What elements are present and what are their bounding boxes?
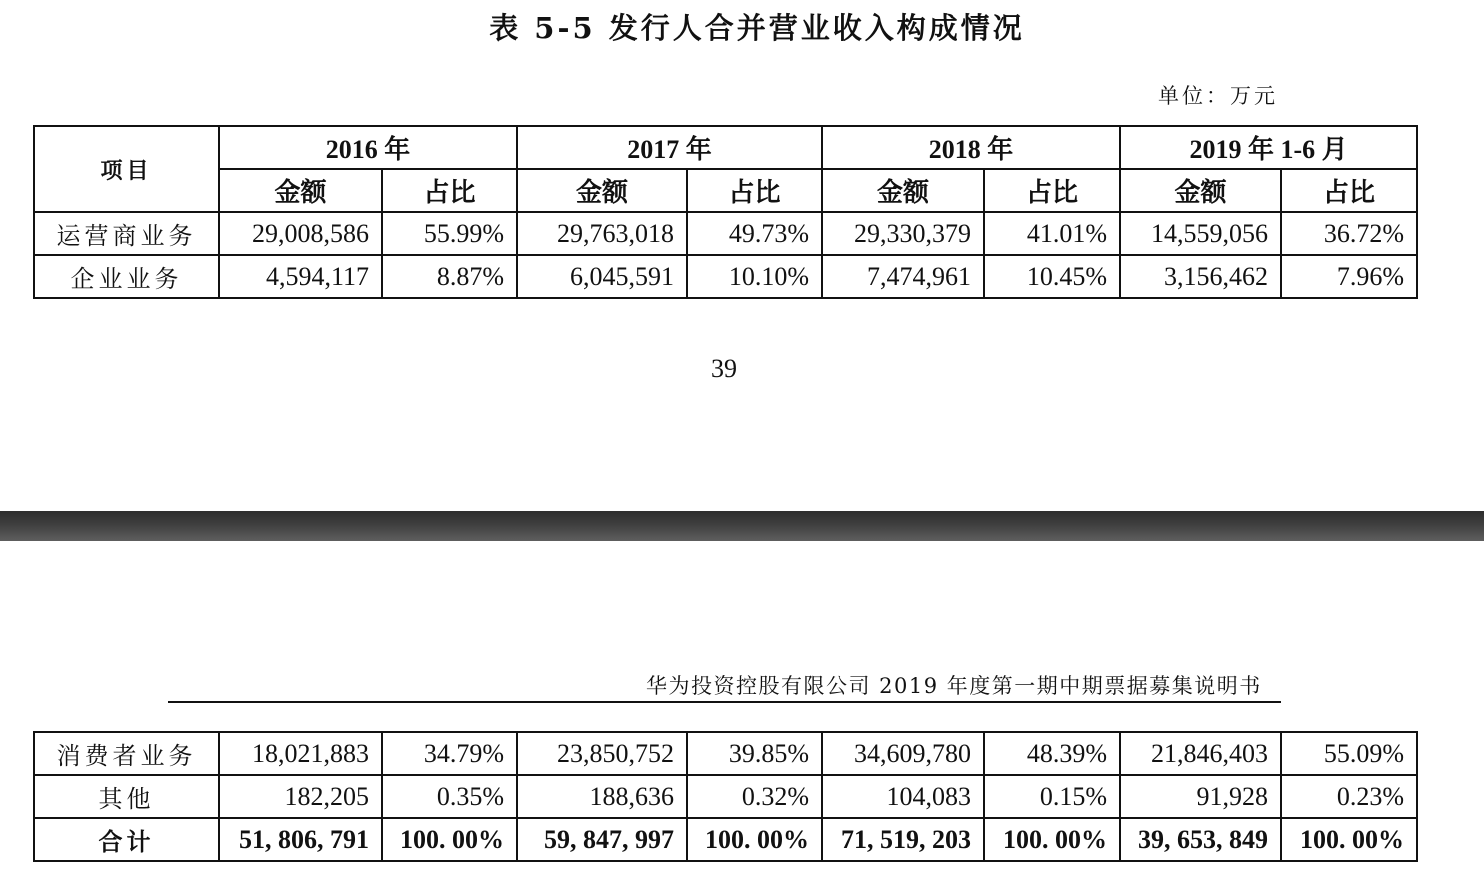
unit-label: 单位：万元	[1158, 84, 1278, 108]
page-separator	[0, 511, 1484, 541]
revenue-table-top	[33, 125, 1418, 299]
row-label: 合计	[34, 818, 219, 861]
amount-cell: 29,763,018	[517, 212, 687, 255]
ratio-cell: 7.96%	[1281, 255, 1417, 298]
amount-cell: 29,008,586	[219, 212, 382, 255]
ratio-cell: 100. 00%	[984, 818, 1120, 861]
item-header: 项目	[34, 126, 219, 212]
header-rule	[168, 701, 1281, 703]
amount-header: 金额	[219, 169, 382, 212]
amount-cell: 59, 847, 997	[517, 818, 687, 861]
ratio-cell: 0.23%	[1281, 775, 1417, 818]
ratio-cell: 8.87%	[382, 255, 517, 298]
amount-header: 金额	[822, 169, 984, 212]
table-row	[34, 255, 1417, 298]
row-label: 消费者业务	[34, 732, 219, 775]
period-header: 2017 年	[517, 126, 822, 169]
amount-cell: 104,083	[822, 775, 984, 818]
amount-cell: 18,021,883	[219, 732, 382, 775]
ratio-cell: 39.85%	[687, 732, 822, 775]
revenue-table-bottom	[33, 731, 1418, 862]
amount-cell: 3,156,462	[1120, 255, 1281, 298]
amount-cell: 23,850,752	[517, 732, 687, 775]
row-label: 企业业务	[34, 255, 219, 298]
table-row	[34, 775, 1417, 818]
ratio-cell: 36.72%	[1281, 212, 1417, 255]
ratio-cell: 41.01%	[984, 212, 1120, 255]
ratio-header: 占比	[687, 169, 822, 212]
amount-cell: 71, 519, 203	[822, 818, 984, 861]
ratio-header: 占比	[1281, 169, 1417, 212]
ratio-cell: 100. 00%	[687, 818, 822, 861]
period-header: 2018 年	[822, 126, 1120, 169]
table-row	[34, 732, 1417, 775]
table-body-top	[34, 212, 1417, 298]
amount-cell: 6,045,591	[517, 255, 687, 298]
header-row-periods	[34, 126, 1417, 169]
row-label: 其他	[34, 775, 219, 818]
ratio-cell: 48.39%	[984, 732, 1120, 775]
row-label: 运营商业务	[34, 212, 219, 255]
amount-cell: 39, 653, 849	[1120, 818, 1281, 861]
ratio-cell: 0.15%	[984, 775, 1120, 818]
amount-cell: 182,205	[219, 775, 382, 818]
ratio-header: 占比	[984, 169, 1120, 212]
amount-cell: 7,474,961	[822, 255, 984, 298]
amount-cell: 29,330,379	[822, 212, 984, 255]
amount-cell: 21,846,403	[1120, 732, 1281, 775]
ratio-cell: 34.79%	[382, 732, 517, 775]
ratio-header: 占比	[382, 169, 517, 212]
ratio-cell: 0.32%	[687, 775, 822, 818]
amount-header: 金额	[517, 169, 687, 212]
amount-cell: 14,559,056	[1120, 212, 1281, 255]
ratio-cell: 0.35%	[382, 775, 517, 818]
amount-cell: 34,609,780	[822, 732, 984, 775]
table-title: 表 5-5 发行人合并营业收入构成情况	[489, 11, 1025, 45]
amount-cell: 51, 806, 791	[219, 818, 382, 861]
amount-header: 金额	[1120, 169, 1281, 212]
period-header: 2019 年 1-6 月	[1120, 126, 1417, 169]
table-row	[34, 212, 1417, 255]
amount-cell: 4,594,117	[219, 255, 382, 298]
ratio-cell: 55.09%	[1281, 732, 1417, 775]
ratio-cell: 10.45%	[984, 255, 1120, 298]
header-row-metrics	[34, 169, 1417, 212]
page-number: 39	[711, 354, 737, 383]
table-body-bottom	[34, 732, 1417, 861]
ratio-cell: 55.99%	[382, 212, 517, 255]
table-row	[34, 818, 1417, 861]
amount-cell: 188,636	[517, 775, 687, 818]
ratio-cell: 100. 00%	[1281, 818, 1417, 861]
period-header: 2016 年	[219, 126, 517, 169]
ratio-cell: 49.73%	[687, 212, 822, 255]
ratio-cell: 100. 00%	[382, 818, 517, 861]
running-header: 华为投资控股有限公司 2019 年度第一期中期票据募集说明书	[646, 674, 1262, 698]
ratio-cell: 10.10%	[687, 255, 822, 298]
amount-cell: 91,928	[1120, 775, 1281, 818]
